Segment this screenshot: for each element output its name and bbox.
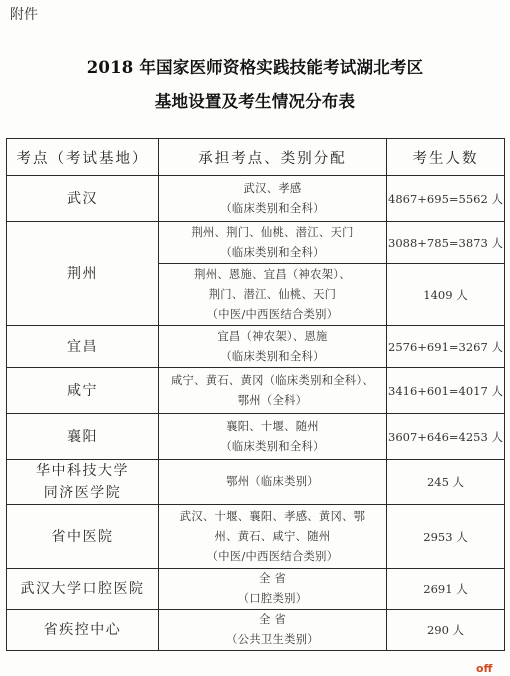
header-exam-site: 考点（考试基地） [7,139,159,176]
cell-assignment [159,222,387,264]
assignment-text: 鄂州（临床类别） [226,475,319,488]
table-row [7,176,505,222]
cell-exam-site [7,505,159,569]
exam-site-text: 同济医学院 [43,485,122,501]
assignment-text: 武汉、十堰、襄阳、孝感、黄冈、鄂 [179,509,366,523]
cell-candidate-count: 4867+695=5562 人 [387,176,505,222]
attachment-label: 附件 [10,7,38,23]
cell-candidate-count: 2576+691=3267 人 [387,326,505,368]
assignment-text: （临床类别和全科） [220,245,325,259]
assignment-text: 武汉、孝感 [243,181,302,195]
exam-site-text: 襄阳 [67,428,98,445]
cell-candidate-count: 3088+785=3873 人 [387,222,505,264]
exam-site-text: 省中医院 [51,528,114,545]
header-assignment: 承担考点、类别分配 [159,139,387,176]
exam-site-text: 宜昌 [67,338,98,355]
corner-watermark: off [476,662,493,675]
cell-exam-site [7,222,159,326]
assignment-text: （公共卫生类别） [226,633,319,646]
table-row [7,222,505,264]
table-row [7,569,505,610]
assignment-text: 荆门、潜江、仙桃、天门 [208,287,337,301]
cell-candidate-count: 3416+601=4017 人 [387,368,505,414]
cell-assignment [159,610,387,651]
assignment-text: 咸宁、黄石、黄冈（临床类别和全科）、 [170,373,375,387]
assignment-text: （临床类别和全科） [220,349,325,363]
assignment-text: 荆州、恩施、宜昌（神农架）、 [194,267,351,281]
cell-assignment [159,326,387,368]
cell-exam-site [7,460,159,505]
table-header-row [7,139,505,176]
cell-assignment [159,414,387,460]
cell-candidate-count: 2953 人 [387,505,505,569]
document-title-line-2: 基地设置及考生情况分布表 [154,92,356,111]
header-candidate-count: 考生人数 [387,139,505,176]
assignment-text: 全 省 [258,572,287,585]
assignment-text: （中医/中西医结合类别） [206,549,339,563]
cell-exam-site [7,414,159,460]
assignment-text: 宜昌（神农架）、恩施 [217,329,328,343]
cell-assignment [159,505,387,569]
assignment-text: 全 省 [258,613,287,626]
cell-assignment [159,569,387,610]
cell-exam-site [7,368,159,414]
exam-site-text: 武汉 [67,190,98,207]
cell-exam-site [7,326,159,368]
cell-assignment [159,460,387,505]
assignment-text: （中医/中西医结合类别） [206,307,339,321]
table-row [7,414,505,460]
cell-candidate-count: 245 人 [387,460,505,505]
exam-site-text: 省疾控中心 [43,622,122,638]
distribution-table [6,138,505,651]
assignment-text: 鄂州（全科） [237,393,308,407]
exam-site-text: 华中科技大学 [36,463,129,479]
exam-site-text: 武汉大学口腔医院 [20,581,145,597]
cell-candidate-count: 2691 人 [387,569,505,610]
table-row [7,368,505,414]
cell-exam-site [7,610,159,651]
assignment-text: （临床类别和全科） [220,201,325,215]
cell-candidate-count: 290 人 [387,610,505,651]
table-row [7,505,505,569]
cell-assignment [159,176,387,222]
cell-candidate-count: 1409 人 [387,264,505,326]
assignment-text: （口腔类别） [237,592,308,605]
assignment-text: （临床类别和全科） [220,439,325,453]
assignment-text: 荆州、荆门、仙桃、潜江、天门 [191,225,354,239]
assignment-text: 州、黄石、咸宁、随州 [214,529,331,543]
table-row [7,460,505,505]
exam-site-text: 咸宁 [67,382,98,399]
cell-exam-site [7,569,159,610]
table-row [7,326,505,368]
cell-assignment [159,368,387,414]
exam-site-text: 荆州 [67,265,98,282]
document-title-line-1: 2018 年国家医师资格实践技能考试湖北考区 [86,58,424,77]
table-row [7,610,505,651]
cell-exam-site [7,176,159,222]
cell-assignment [159,264,387,326]
assignment-text: 襄阳、十堰、随州 [226,419,319,433]
cell-candidate-count: 3607+646=4253 人 [387,414,505,460]
